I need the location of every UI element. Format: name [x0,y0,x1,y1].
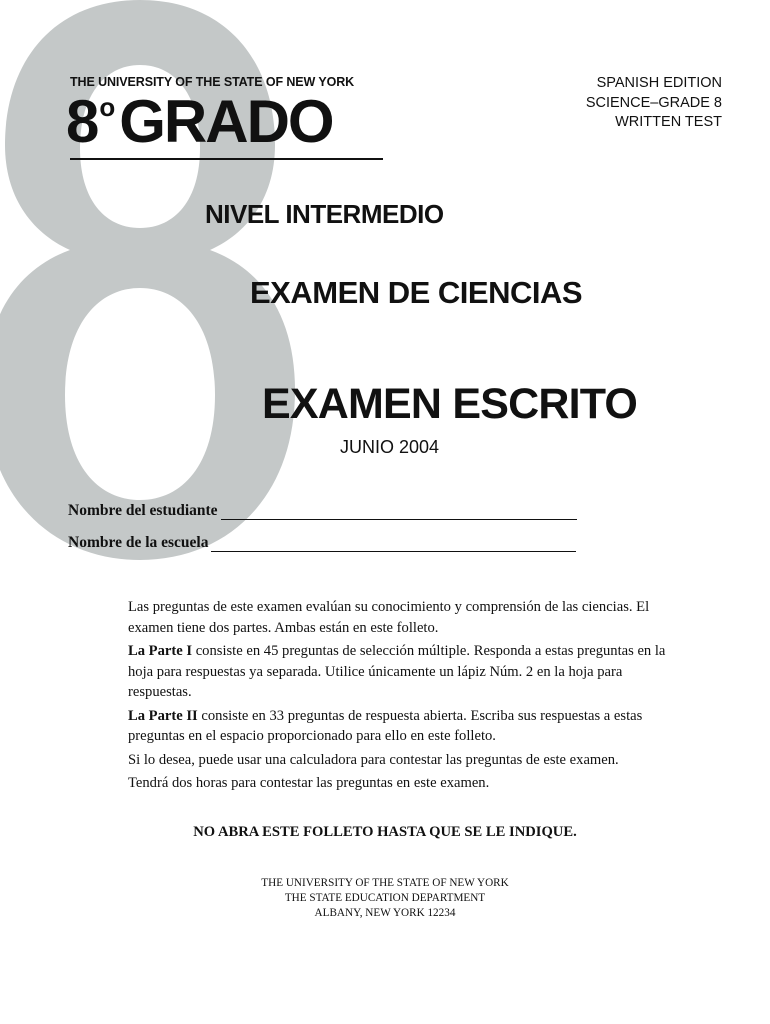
school-name-field[interactable] [68,534,576,552]
edition-line: SCIENCE–GRADE 8 [585,94,722,111]
university-header: THE UNIVERSITY OF THE STATE OF NEW YORK [70,75,355,89]
part-label: La Parte II [128,707,198,724]
footer-line: ALBANY, NEW YORK 12234 [314,907,456,919]
instruction-paragraph: Si lo desea, puede usar una calculadora para contestar las preguntas de este examen. [128,751,619,768]
grade-number: 8 [66,88,98,155]
footer-line: THE STATE EDUCATION DEPARTMENT [284,892,486,904]
student-name-line[interactable] [221,505,577,520]
school-name-label: Nombre de la escuela [68,534,209,551]
grade-word: GRADO [119,88,333,155]
edition-block [586,74,722,133]
instructions [128,597,668,797]
instruction-paragraph: Tendrá dos horas para contestar las preguntas en este examen. [128,775,490,791]
student-name-field[interactable] [68,502,577,520]
edition-line: SPANISH EDITION [596,75,722,91]
edition-line: WRITTEN TEST [615,114,722,130]
student-name-label: Nombre del estudiante [68,502,218,519]
level-title: NIVEL INTERMEDIO [205,199,444,229]
instruction-paragraph [128,706,668,747]
footer [0,876,770,921]
grade-ordinal: o [99,92,114,122]
instruction-paragraph: Las preguntas de este examen evalúan su conocimiento y comprensión de las ciencias. El examen tiene dos partes. Ambas están en este folleto. [128,599,650,636]
grade-title [66,88,333,155]
subject-title: EXAMEN DE CIENCIAS [250,275,583,310]
exam-title: EXAMEN ESCRITO [262,380,638,428]
exam-date: JUNIO 2004 [340,437,440,457]
part-text: consiste en 45 preguntas de selección múltiple. Responda a estas preguntas en la hoja para respuestas ya separada. Utilice únicamente un lápiz Núm. 2 en la hoja para respuestas. [128,643,666,700]
part-text: consiste en 33 preguntas de respuesta abierta. Escriba sus respuestas a estas preguntas en el espacio proporcionado para ello en este folleto. [128,707,643,744]
do-not-open-warning: NO ABRA ESTE FOLLETO HASTA QUE SE LE INDIQUE. [193,824,577,840]
school-name-line[interactable] [211,537,576,552]
part-label: La Parte I [128,643,193,659]
title-underline [70,158,383,160]
instruction-paragraph [128,641,668,703]
footer-line: THE UNIVERSITY OF THE STATE OF NEW YORK [261,877,509,889]
